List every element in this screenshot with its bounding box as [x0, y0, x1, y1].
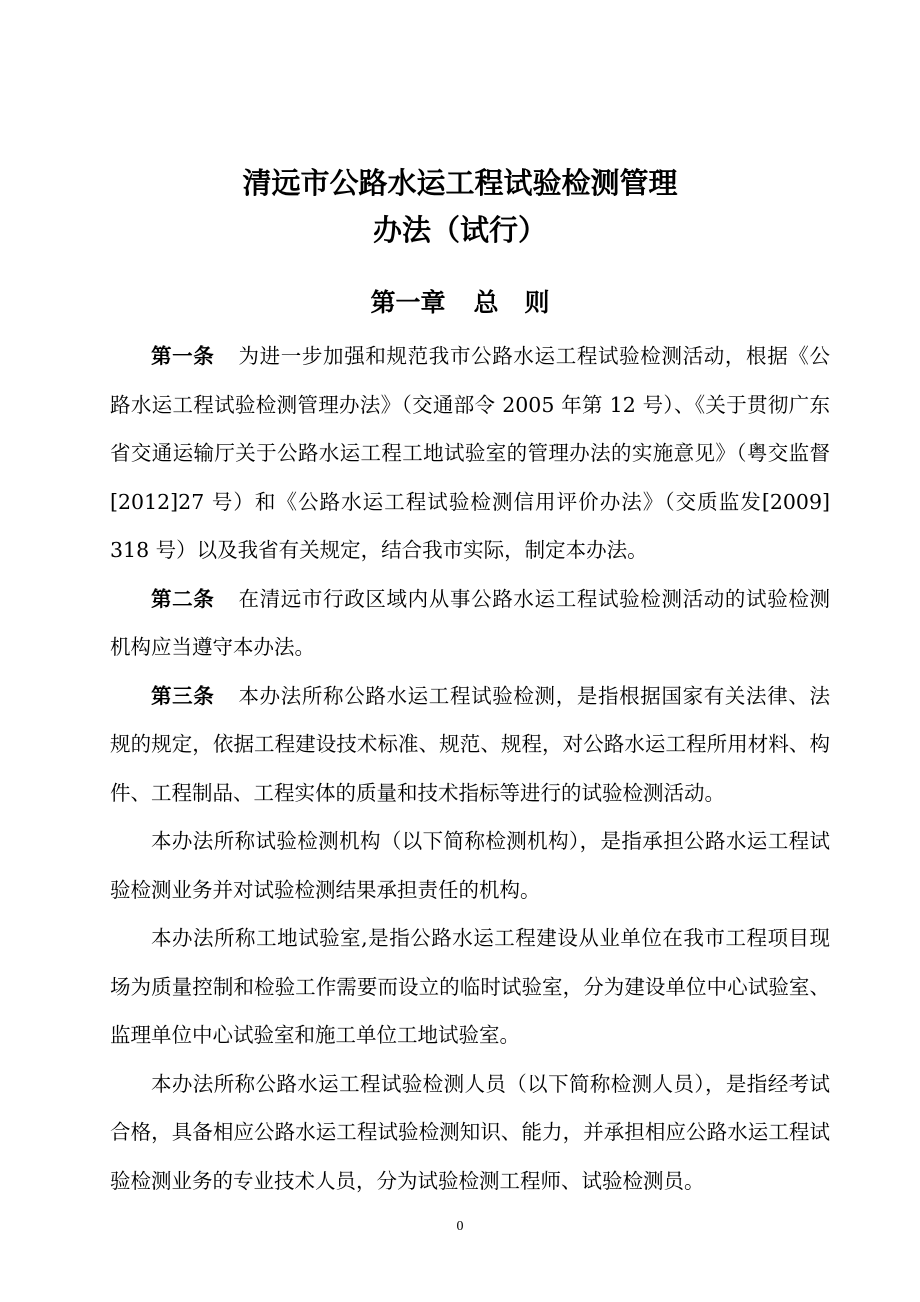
paragraph-text: 本办法所称试验检测机构（以下简称检测机构），是指承担公路水运工程试验检测业务并对试验检测结果承担责任的机构。 [110, 829, 830, 902]
paragraph-text: 本办法所称公路水运工程试验检测，是指根据国家有关法律、法规的规定，依据工程建设技术标准、规范、规程，对公路水运工程所用材料、构件、工程制品、工程实体的质量和技术指标等进行的试验检测活动。 [110, 683, 831, 805]
article-label: 第三条 [151, 683, 215, 708]
page-number: 0 [456, 1219, 464, 1234]
paragraph-article-3 [110, 672, 830, 818]
chapter-heading [0, 283, 920, 323]
document-body [110, 332, 830, 1205]
paragraph-text: 本办法所称工地试验室,是指公路水运工程建设从业单位在我市工程项目现场为质量控制和检验工作需要而设立的临时试验室，分为建设单位中心试验室、监理单位中心试验室和施工单位工地试验室。 [110, 926, 830, 1047]
article-label: 第一条 [151, 344, 215, 368]
paragraph-article-2 [110, 575, 830, 672]
paragraph-article-1 [110, 332, 830, 575]
paragraph-text: 为进一步加强和规范我市公路水运工程试验检测活动，根据《公路水运工程试验检测管理办法》（交通部令 2005 年第 12 号）、《关于贯彻广东省交通运输厅关于公路水运工程工地试验室的管理办法的实施意见》（粤交监督[2012]27 号）和《公路水运工程试验检测信用评价办法》（交质监发[2009] 318 号）以及我省有关规定，结合我市实际，制定本办法。 [110, 344, 831, 562]
chapter-name-part-2: 则 [524, 288, 550, 317]
paragraph-definition-testing-personnel [110, 1060, 830, 1206]
chapter-number: 第一章 [370, 288, 446, 317]
chapter-name-part-1: 总 [473, 288, 499, 317]
paragraph-text: 本办法所称公路水运工程试验检测人员（以下简称检测人员），是指经考试合格，具备相应公路水运工程试验检测知识、能力，并承担相应公路水运工程试验检测业务的专业技术人员，分为试验检测工程师、试验检测员。 [110, 1071, 830, 1193]
paragraph-definition-site-laboratory [110, 914, 830, 1060]
document-title-line-1: 清远市公路水运工程试验检测管理 [242, 166, 678, 200]
paragraph-text: 在清远市行政区域内从事公路水运工程试验检测活动的试验检测机构应当遵守本办法。 [110, 586, 831, 659]
paragraph-definition-testing-agency [110, 817, 830, 914]
document-title-line-2: 办法（试行） [372, 213, 547, 247]
article-label: 第二条 [151, 586, 215, 611]
